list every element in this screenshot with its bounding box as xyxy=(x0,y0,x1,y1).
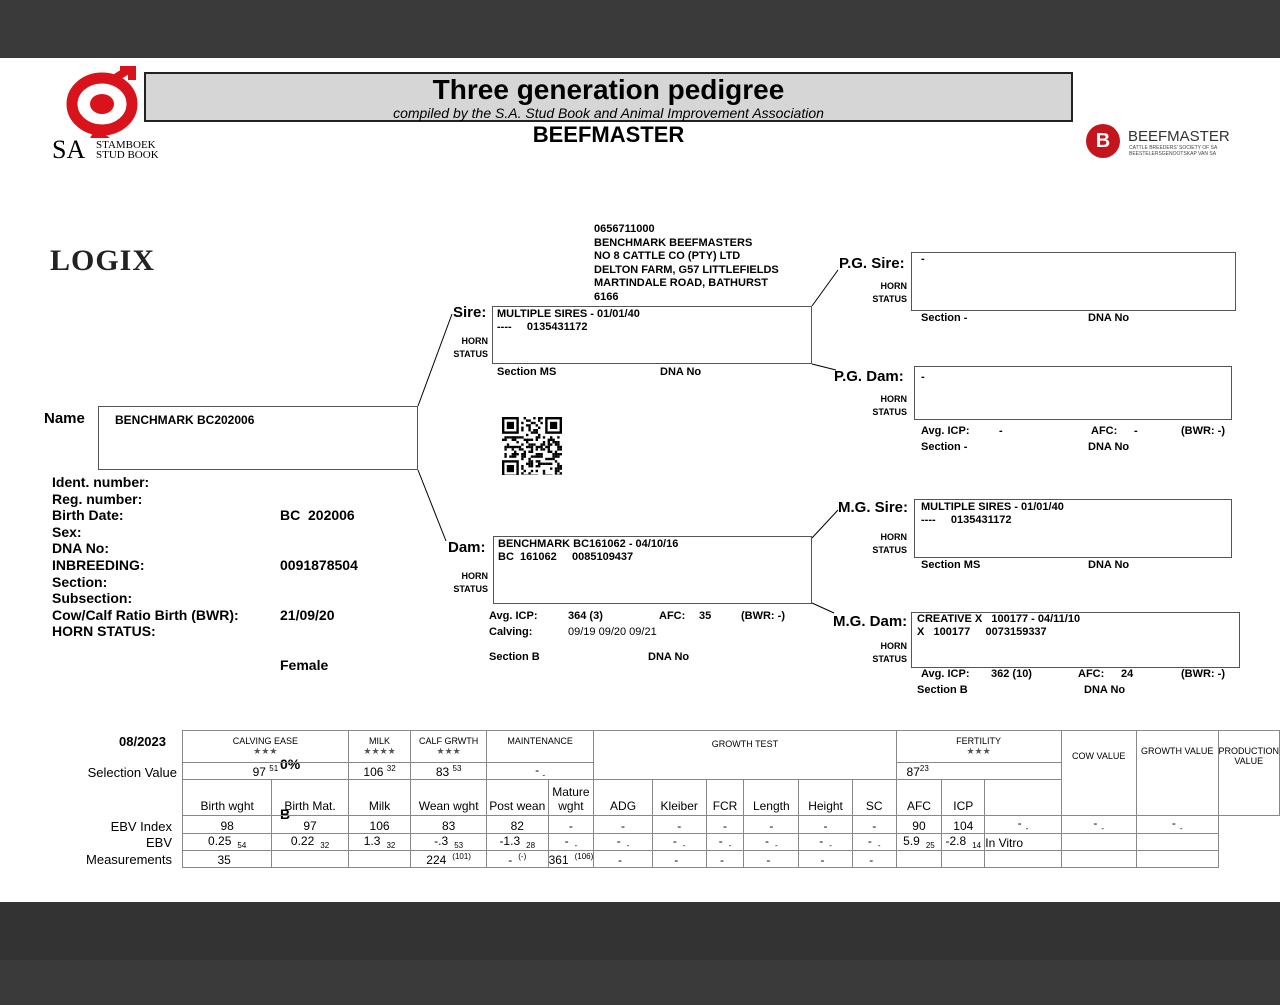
owner-line: BENCHMARK BEEFMASTERS xyxy=(594,237,779,251)
ebv-cell xyxy=(348,851,411,868)
field-label: DNA No: xyxy=(52,540,239,557)
row-label-ebv: EBV xyxy=(2,835,172,850)
ebv-cell: 83 xyxy=(411,816,487,833)
mg-dam-box xyxy=(911,612,1240,668)
ebv-empty-cell xyxy=(1061,833,1136,850)
ebv-cell: - xyxy=(852,816,896,833)
group-growth-test: GROWTH TEST xyxy=(594,731,896,780)
group-fertility: FERTILITY ★★★ xyxy=(896,731,1061,763)
field-value: Female xyxy=(280,657,358,674)
name-label: Name xyxy=(44,410,85,427)
mg-sire-box xyxy=(914,499,1232,558)
pg-dam-line1: - xyxy=(921,371,925,383)
ebv-cell: - xyxy=(799,851,853,868)
pg-dam-afc: - xyxy=(1134,425,1138,437)
column-header: Height xyxy=(799,780,853,816)
column-header: Length xyxy=(744,780,799,816)
mg-sire-horn-status: HORN STATUS xyxy=(858,531,907,557)
meas-empty-cell xyxy=(1061,851,1136,868)
qr-code-icon xyxy=(502,417,564,475)
mg-dam-afc-label: AFC: xyxy=(1078,668,1104,680)
dam-avg-icp-label: Avg. ICP: xyxy=(489,610,538,622)
sire-line1: MULTIPLE SIRES - 01/01/40 xyxy=(497,308,640,320)
pg-dam-section: Section - xyxy=(921,441,967,453)
ebv-cell: - $_-$ xyxy=(852,833,896,850)
ebv-cell: - $_-$ xyxy=(594,833,653,850)
pg-dam-label: P.G. Dam: xyxy=(834,368,904,385)
mg-sire-label: M.G. Sire: xyxy=(838,499,908,516)
sire-dna: DNA No xyxy=(660,366,701,378)
field-label: Ident. number: xyxy=(52,474,239,491)
column-header: ICP xyxy=(942,780,985,816)
mg-dam-avg-icp: 362 (10) xyxy=(991,668,1032,680)
mg-dam-horn-status: HORN STATUS xyxy=(858,640,907,666)
row-label-ebv-index: EBV Index xyxy=(2,819,172,834)
owner-line: 6166 xyxy=(594,291,779,305)
ebv-cell: - (-) xyxy=(486,851,548,868)
group-growth-value: GROWTH VALUE xyxy=(1136,731,1218,816)
pg-sire-section: Section - xyxy=(921,312,967,324)
group-milk: MILK ★★★★ xyxy=(348,731,411,763)
dam-section: Section B xyxy=(489,651,540,663)
ebv-cell: 361 $^{(106)}$ xyxy=(548,851,594,868)
beefmaster-logo-name: BEEFMASTER xyxy=(1128,128,1230,145)
pg-dam-afc-label: AFC: xyxy=(1091,425,1117,437)
viewer-top-bar xyxy=(0,0,1280,58)
pg-dam-dna: DNA No xyxy=(1088,441,1129,453)
beefmaster-badge-icon: B xyxy=(1086,124,1120,158)
measurements-row xyxy=(183,851,1280,868)
pg-sire-horn-status: HORN STATUS xyxy=(858,280,907,306)
ebv-index-row xyxy=(183,816,1280,833)
column-header: AFC xyxy=(896,780,942,816)
sa-logo-letters: SA xyxy=(52,138,85,162)
ebv-cell xyxy=(896,851,942,868)
sire-section: Section MS xyxy=(497,366,556,378)
owner-line: NO 8 CATTLE CO (PTY) LTD xyxy=(594,250,779,264)
mg-sire-line1: MULTIPLE SIRES - 01/01/40 xyxy=(921,501,1064,513)
ebv-cell: - xyxy=(852,851,896,868)
group-cow-value: COW VALUE xyxy=(1061,731,1136,816)
ebv-cell: - xyxy=(706,816,744,833)
owner-line: DELTON FARM, G57 LITTLEFIELDS xyxy=(594,264,779,278)
mg-sire-dna: DNA No xyxy=(1088,559,1129,571)
dam-line1: BENCHMARK BC161062 - 04/10/16 xyxy=(498,538,678,550)
ebv-cell: - xyxy=(706,851,744,868)
ebv-cell: - xyxy=(548,816,594,833)
ebv-cell: 98 xyxy=(183,816,272,833)
ebv-cell: - xyxy=(594,816,653,833)
ebv-cell: - xyxy=(652,816,706,833)
ebv-cell: 82 xyxy=(486,816,548,833)
field-label: Birth Date: xyxy=(52,507,239,524)
selection-calf-growth: 83 $^{53}$ xyxy=(411,763,487,780)
group-calf-growth: CALF GRWTH ★★★ xyxy=(411,731,487,763)
mg-dam-line2: X 100177 0073159337 xyxy=(917,626,1047,638)
field-value: BC 202006 xyxy=(280,507,358,524)
selection-maintenance: - $_-$ xyxy=(486,763,593,780)
field-value: B xyxy=(280,806,358,823)
pedigree-document xyxy=(0,58,1280,902)
field-label: Subsection: xyxy=(52,590,239,607)
growth-value-cell: - $_-$ xyxy=(1061,816,1136,833)
column-header: Kleiber xyxy=(652,780,706,816)
mg-dam-line1: CREATIVE X 100177 - 04/11/10 xyxy=(917,613,1080,625)
ebv-cell: -.3 $_{53}$ xyxy=(411,833,487,850)
sa-logo-line1: STAMBOEK xyxy=(96,140,159,150)
meas-empty-cell xyxy=(1136,851,1218,868)
column-header: Post wean xyxy=(486,780,548,816)
ebv-cell: - xyxy=(594,851,653,868)
column-header: FCR xyxy=(706,780,744,816)
breed-title: BEEFMASTER xyxy=(144,122,1073,148)
field-value: 0% xyxy=(280,756,358,773)
field-value: 21/09/20 xyxy=(280,607,358,624)
mg-dam-dna: DNA No xyxy=(1084,684,1125,696)
page-title: Three generation pedigree xyxy=(146,75,1071,105)
group-production-value: PRODUCTION VALUE xyxy=(1218,731,1280,816)
ebv-cell: - $_-$ xyxy=(744,833,799,850)
ebv-cell: - $_-$ xyxy=(799,833,853,850)
beefmaster-logo-line2: BEESTELERSGENOOTSKAP VAN SA xyxy=(1129,151,1216,157)
pg-dam-avg-icp-label: Avg. ICP: xyxy=(921,425,970,437)
ebv-cell: 224 $^{(101)}$ xyxy=(411,851,487,868)
production-value-cell: - $_-$ xyxy=(1136,816,1218,833)
dam-horn-status: HORN STATUS xyxy=(440,570,488,596)
animal-field-labels xyxy=(52,474,239,640)
logix-logo: LOGIX xyxy=(50,244,155,278)
ebv-cell: - $_-$ xyxy=(706,833,744,850)
pg-sire-dna: DNA No xyxy=(1088,312,1129,324)
field-label: Reg. number: xyxy=(52,491,239,508)
mg-sire-section: Section MS xyxy=(921,559,980,571)
ebv-cell: 90 xyxy=(896,816,942,833)
dam-afc-label: AFC: xyxy=(659,610,685,622)
owner-line: MARTINDALE ROAD, BATHURST xyxy=(594,277,779,291)
mg-dam-bwr: (BWR: -) xyxy=(1181,668,1225,680)
ebv-table xyxy=(182,730,1280,868)
ebv-cell: - xyxy=(799,816,853,833)
column-header: Mature wght xyxy=(548,780,594,816)
field-label: Cow/Calf Ratio Birth (BWR): xyxy=(52,607,239,624)
dam-calving: 09/19 09/20 09/21 xyxy=(568,626,657,638)
ebv-cell xyxy=(942,851,985,868)
field-value: 0091878504 xyxy=(280,557,358,574)
column-header: Birth Mat. xyxy=(272,780,348,816)
ebv-cell: -2.8 $_{14}$ xyxy=(942,833,985,850)
selection-milk: 106 $^{32}$ xyxy=(348,763,411,780)
dam-line2: BC 161062 0085109437 xyxy=(498,551,633,563)
ebv-cell: -1.3 $_{28}$ xyxy=(486,833,548,850)
ebv-cell: 106 xyxy=(348,816,411,833)
mg-dam-avg-icp-label: Avg. ICP: xyxy=(921,668,970,680)
ebv-cell: 1.3 $_{32}$ xyxy=(348,833,411,850)
row-label-selection: Selection Value xyxy=(7,765,177,780)
column-header: Milk xyxy=(348,780,411,816)
row-label-measurements: Measurements xyxy=(2,852,172,867)
pg-dam-avg-icp: - xyxy=(999,425,1003,437)
ebv-cell: 97 xyxy=(272,816,348,833)
field-label: INBREEDING: xyxy=(52,557,239,574)
pg-sire-line1: - xyxy=(921,253,925,265)
viewer-bottom-bar xyxy=(0,902,1280,960)
ebv-date: 08/2023 xyxy=(119,734,166,749)
pg-sire-box xyxy=(911,252,1236,311)
beefmaster-logo-line1: CATTLE BREEDERS' SOCIETY OF SA xyxy=(1129,145,1217,151)
dam-calving-label: Calving: xyxy=(489,626,532,638)
pg-dam-bwr: (BWR: -) xyxy=(1181,425,1225,437)
group-maintenance: MAINTENANCE xyxy=(486,731,593,763)
dam-avg-icp: 364 (3) xyxy=(568,610,603,622)
page-subtitle: compiled by the S.A. Stud Book and Animal Improvement Association xyxy=(146,105,1071,121)
column-header: Birth wght xyxy=(183,780,272,816)
ebv-cell: 0.25 $_{54}$ xyxy=(183,833,272,850)
cow-value-cell: - $_-$ xyxy=(985,816,1061,833)
dam-label: Dam: xyxy=(448,539,486,556)
mg-dam-afc: 24 xyxy=(1121,668,1133,680)
ebv-row xyxy=(183,833,1280,850)
ebv-cell: - xyxy=(652,851,706,868)
column-header: Wean wght xyxy=(411,780,487,816)
dam-dna: DNA No xyxy=(648,651,689,663)
sa-logo-line2: STUD BOOK xyxy=(96,150,159,160)
dam-afc: 35 xyxy=(699,610,711,622)
sire-horn-status: HORN STATUS xyxy=(440,335,488,361)
sire-box xyxy=(492,306,812,364)
in-vitro-cell: In Vitro xyxy=(985,833,1061,850)
meas-empty-cell xyxy=(985,851,1061,868)
pg-dam-horn-status: HORN STATUS xyxy=(858,393,907,419)
ebv-cell: 5.9 $_{25}$ xyxy=(896,833,942,850)
ebv-cell: - xyxy=(744,851,799,868)
field-label: Section: xyxy=(52,574,239,591)
owner-phone: 0656711000 xyxy=(594,223,779,237)
ebv-cell: - $_-$ xyxy=(652,833,706,850)
mg-sire-line2: ---- 0135431172 xyxy=(921,514,1012,526)
dam-bwr: (BWR: -) xyxy=(741,610,785,622)
ebv-cell: 104 xyxy=(942,816,985,833)
selection-calving-ease: 97 $^{51}$ xyxy=(183,763,349,780)
sire-label: Sire: xyxy=(453,304,486,321)
mg-dam-label: M.G. Dam: xyxy=(833,613,907,630)
animal-name-box xyxy=(98,406,418,470)
selection-fertility: $87^{23}$ xyxy=(896,763,1061,780)
sire-line2: ---- 0135431172 xyxy=(497,321,588,333)
ebv-cell: 35 xyxy=(183,851,272,868)
ebv-cell: 0.22 $_{32}$ xyxy=(272,833,348,850)
group-calving-ease: CALVING EASE ★★★ xyxy=(183,731,349,763)
field-label: Sex: xyxy=(52,524,239,541)
field-label: HORN STATUS: xyxy=(52,623,239,640)
ebv-cell: - $_-$ xyxy=(548,833,594,850)
column-header: SC xyxy=(852,780,896,816)
dam-box xyxy=(493,536,812,604)
column-header: ADG xyxy=(594,780,653,816)
field-value xyxy=(280,706,358,723)
animal-name: BENCHMARK BC202006 xyxy=(115,413,254,427)
ebv-cell: - xyxy=(744,816,799,833)
pg-dam-box xyxy=(914,366,1232,420)
pg-sire-label: P.G. Sire: xyxy=(839,255,905,272)
ebv-empty-cell xyxy=(1136,833,1218,850)
mg-dam-section: Section B xyxy=(917,684,968,696)
ebv-cell xyxy=(272,851,348,868)
